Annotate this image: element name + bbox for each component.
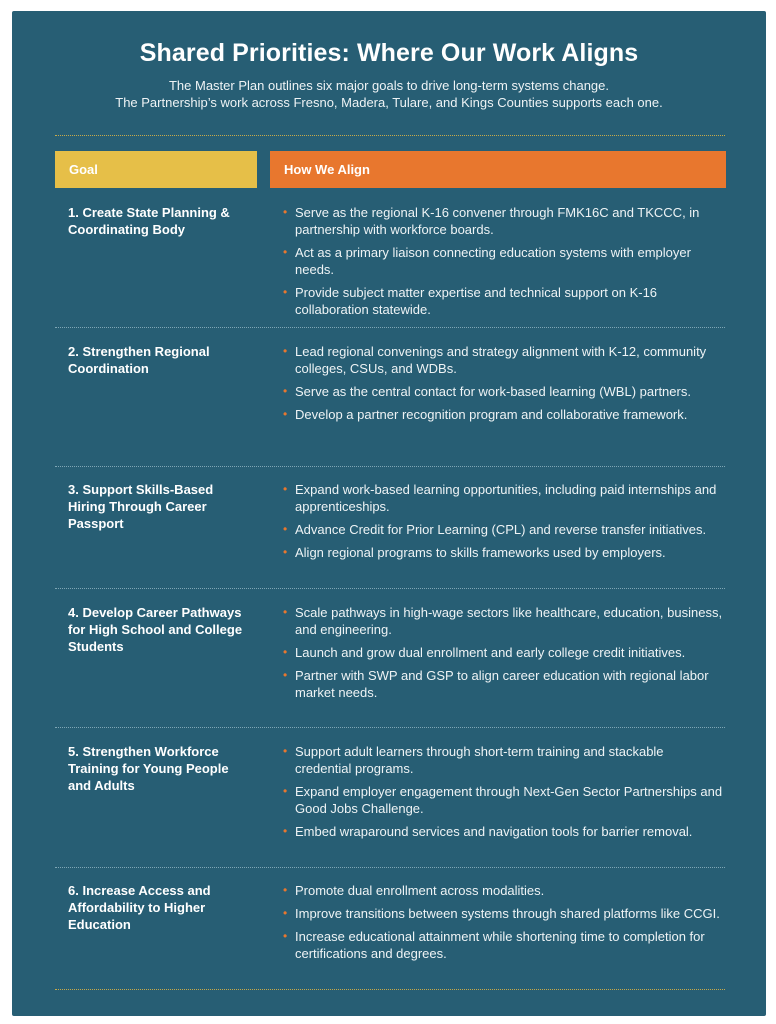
list-item: • Support adult learners through short-term training and stackable credential programs. <box>283 743 723 777</box>
goal-title: 6. Increase Access and Affordability to Higher Education <box>68 883 211 932</box>
list-item: • Improve transitions between systems through shared platforms like CCGI. <box>283 905 723 922</box>
subtitle-line-2: The Partnership’s work across Fresno, Madera, Tulare, and Kings Counties supports each one. <box>115 95 663 110</box>
goal-title: 3. Support Skills-Based Hiring Through Career Passport <box>68 482 214 531</box>
align-column-header: How We Align <box>270 151 726 188</box>
subtitle-line-1: The Master Plan outlines six major goals to drive long-term systems change. <box>168 78 610 93</box>
goal-title: 1. Create State Planning & Coordinating Body <box>68 205 230 237</box>
list-item: • Develop a partner recognition program and collaborative framework. <box>283 406 723 423</box>
top-divider <box>55 135 725 136</box>
goal-title: 4. Develop Career Pathways for High School and College Students <box>68 605 243 654</box>
list-item: • Launch and grow dual enrollment and early college credit initiatives. <box>283 644 723 661</box>
goal-title: 5. Strengthen Workforce Training for Young People and Adults <box>68 744 229 793</box>
priorities-card <box>12 11 766 1016</box>
align-list <box>283 882 723 968</box>
align-list <box>283 204 723 324</box>
align-list <box>283 343 723 429</box>
goal-column-header: Goal <box>55 151 257 188</box>
list-item: • Embed wraparound services and navigation tools for barrier removal. <box>283 823 723 840</box>
list-item: • Promote dual enrollment across modalities. <box>283 882 723 899</box>
list-item: • Provide subject matter expertise and technical support on K-16 collaboration statewide. <box>283 284 723 318</box>
row-divider <box>55 588 725 589</box>
list-item: • Scale pathways in high-wage sectors like healthcare, education, business, and engineering. <box>283 604 723 638</box>
list-item: • Expand employer engagement through Next-Gen Sector Partnerships and Good Jobs Challenge. <box>283 783 723 817</box>
page-subtitle <box>12 77 766 111</box>
bottom-divider <box>55 989 725 990</box>
align-list <box>283 481 723 567</box>
list-item: • Lead regional convenings and strategy alignment with K-12, community colleges, CSUs, and WDBs. <box>283 343 723 377</box>
list-item: • Increase educational attainment while shortening time to completion for certifications and degrees. <box>283 928 723 962</box>
row-divider <box>55 727 725 728</box>
page-title: Shared Priorities: Where Our Work Aligns <box>139 39 639 67</box>
align-list <box>283 743 723 846</box>
list-item: • Serve as the central contact for work-based learning (WBL) partners. <box>283 383 723 400</box>
list-item: • Act as a primary liaison connecting education systems with employer needs. <box>283 244 723 278</box>
row-divider <box>55 466 725 467</box>
row-divider <box>55 867 725 868</box>
list-item: • Serve as the regional K-16 convener through FMK16C and TKCCC, in partnership with workforce boards. <box>283 204 723 238</box>
list-item: • Expand work-based learning opportunities, including paid internships and apprenticeships. <box>283 481 723 515</box>
row-divider <box>55 327 725 328</box>
goal-title: 2. Strengthen Regional Coordination <box>68 344 210 376</box>
list-item: • Advance Credit for Prior Learning (CPL) and reverse transfer initiatives. <box>283 521 723 538</box>
list-item: • Align regional programs to skills frameworks used by employers. <box>283 544 723 561</box>
align-list <box>283 604 723 707</box>
list-item: • Partner with SWP and GSP to align career education with regional labor market needs. <box>283 667 723 701</box>
